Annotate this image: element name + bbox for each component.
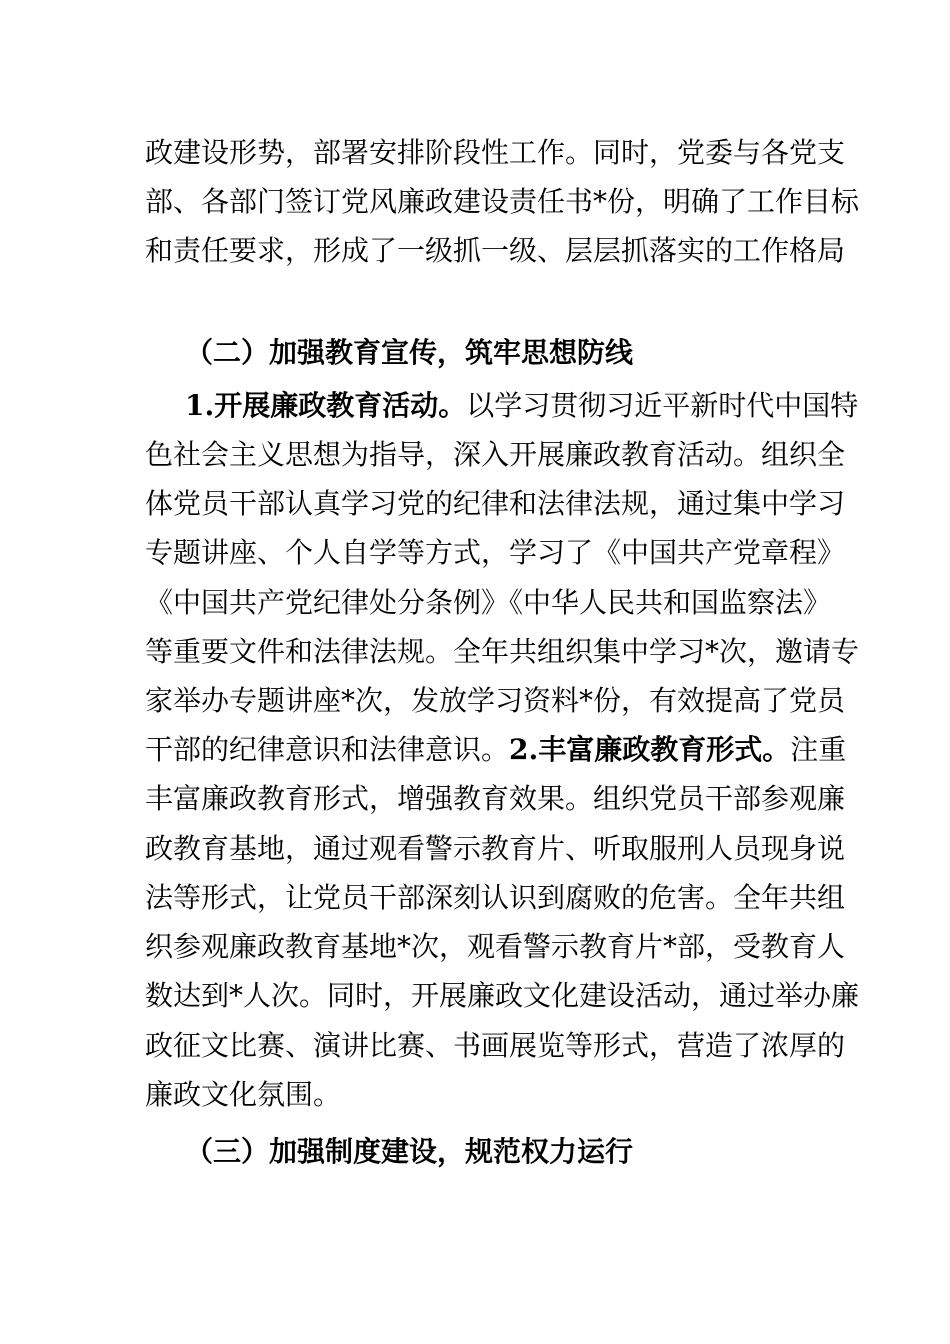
body-line — [145, 733, 847, 767]
body-line — [185, 389, 859, 423]
body-line: 等重要文件和法律法规。全年共组织集中学习*次，邀请专 — [145, 635, 860, 668]
body-text: 以学习贯彻习近平新时代中国特 — [466, 389, 859, 422]
body-text: 注重 — [790, 733, 847, 766]
body-line: 体党员干部认真学习党的纪律和法律法规，通过集中学习 — [145, 487, 846, 520]
body-line: 《中国共产党纪律处分条例》《中华人民共和国监察法》 — [145, 586, 832, 619]
body-line: 政征文比赛、演讲比赛、书画展览等形式，营造了浓厚的 — [145, 1029, 846, 1062]
body-line: 丰富廉政教育形式，增强教育效果。组织党员干部参观廉 — [145, 782, 846, 815]
body-line: 部、各部门签订党风廉政建设责任书*份，明确了工作目标 — [145, 185, 860, 218]
section-heading-2: （二）加强教育宣传，筑牢思想防线 — [185, 336, 634, 369]
body-line: 数达到*人次。同时，开展廉政文化建设活动，通过举办廉 — [145, 979, 860, 1012]
subheading-inline: 2.丰富廉政教育形式。 — [509, 733, 791, 766]
body-line: 廉政文化氛围。 — [145, 1078, 342, 1111]
body-line: 专题讲座、个人自学等方式，学习了《中国共产党章程》 — [145, 536, 846, 569]
body-line: 法等形式，让党员干部深刻认识到腐败的危害。全年共组 — [145, 881, 846, 914]
body-line: 色社会主义思想为指导，深入开展廉政教育活动。组织全 — [145, 438, 846, 471]
section-heading-3: （三）加强制度建设，规范权力运行 — [185, 1135, 634, 1168]
body-line: 政建设形势，部署安排阶段性工作。同时，党委与各党支 — [145, 136, 846, 169]
body-text: 干部的纪律意识和法律意识。 — [145, 733, 510, 766]
body-line: 织参观廉政教育基地*次，观看警示教育片*部，受教育人 — [145, 930, 846, 963]
body-line: 家举办专题讲座*次，发放学习资料*份，有效提高了党员 — [145, 684, 846, 717]
body-line: 政教育基地，通过观看警示教育片、听取服刑人员现身说 — [145, 832, 846, 865]
body-line: 和责任要求，形成了一级抓一级、层层抓落实的工作格局 — [145, 234, 846, 267]
subheading-inline: 1.开展廉政教育活动。 — [185, 389, 467, 422]
